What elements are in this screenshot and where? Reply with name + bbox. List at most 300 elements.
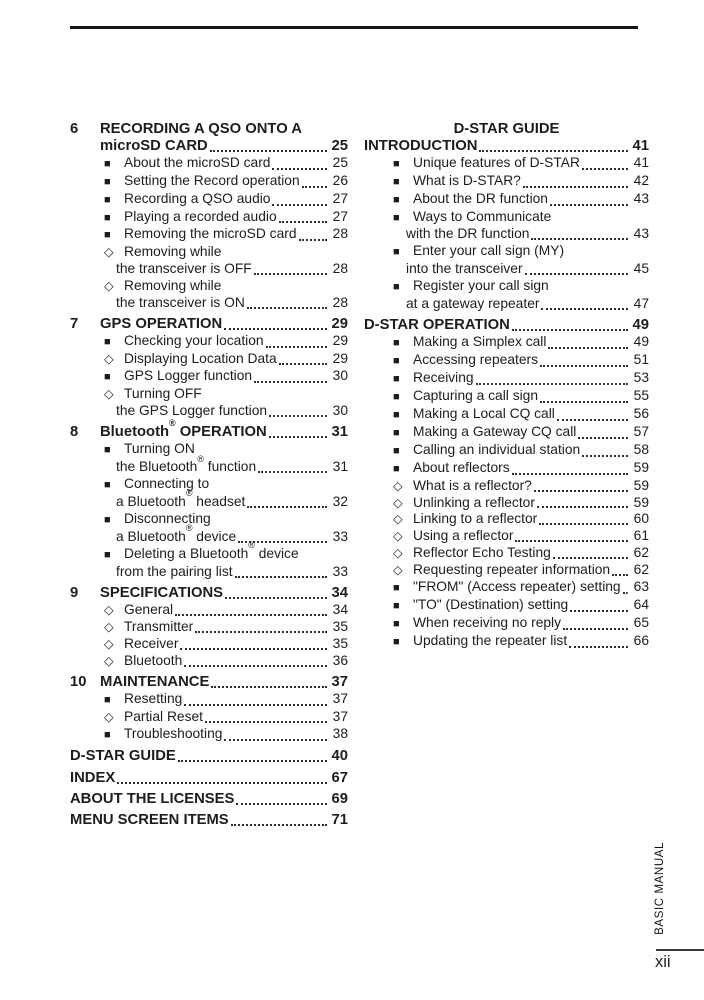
page-ref: 41 (632, 137, 649, 154)
square-bullet-icon: ■ (393, 462, 400, 475)
dot-leader (254, 381, 327, 383)
square-bullet-icon: ■ (104, 157, 111, 170)
toc-entry (70, 261, 348, 278)
toc-entry (364, 460, 649, 478)
dot-leader (557, 419, 628, 421)
page-number: xii (655, 953, 671, 971)
toc-entry-label: GPS Logger function (124, 368, 253, 384)
square-bullet-icon: ■ (393, 444, 400, 457)
registered-mark: ® (197, 453, 204, 464)
toc-entry (364, 155, 649, 173)
dot-leader (299, 239, 327, 241)
square-bullet-icon: ■ (393, 246, 400, 259)
toc-entry (364, 173, 649, 191)
toc-entry-label: Connecting to (124, 476, 210, 492)
toc-entry-label: the Bluetooth® function (116, 453, 257, 475)
dot-leader (117, 782, 327, 784)
dot-leader (512, 329, 628, 331)
toc-entry-label: at a gateway repeater (406, 296, 540, 312)
toc-entry-label: General (124, 601, 174, 617)
page-ref: 47 (633, 296, 649, 312)
dot-leader (224, 328, 327, 330)
square-bullet-icon: ■ (104, 175, 111, 188)
page-ref: 25 (331, 137, 348, 154)
diamond-bullet-icon: ◇ (393, 529, 403, 544)
dot-leader (539, 523, 628, 525)
diamond-bullet-icon: ◇ (104, 636, 114, 651)
square-bullet-icon: ■ (104, 211, 111, 224)
toc-entry (70, 602, 348, 619)
toc-entry-label: Transmitter (124, 618, 194, 634)
dot-leader (231, 824, 327, 826)
page-ref: 42 (633, 172, 649, 188)
toc-entry (364, 388, 649, 406)
toc-entry (70, 316, 348, 333)
page-ref: 30 (332, 403, 348, 418)
toc-entry (70, 441, 348, 459)
page-ref: 64 (633, 596, 649, 612)
page-ref: 59 (633, 477, 649, 493)
toc-entry-label: What is a reflector? (413, 477, 532, 493)
toc-entry-label: Playing a recorded audio (124, 208, 277, 224)
dot-leader (247, 307, 327, 309)
toc-entry (70, 511, 348, 529)
dot-leader (205, 721, 327, 723)
toc-entry (70, 209, 348, 227)
square-bullet-icon: ■ (393, 635, 400, 648)
page-ref: 33 (332, 528, 348, 544)
dot-leader (225, 597, 327, 599)
dot-leader (254, 273, 327, 275)
square-bullet-icon: ■ (104, 479, 111, 492)
page-ref: 26 (332, 172, 348, 188)
toc-entry-label: MENU SCREEN ITEMS (70, 812, 229, 829)
toc-entry (364, 317, 649, 334)
toc-entry-label: "TO" (Destination) setting (413, 596, 569, 612)
toc-entry (70, 726, 348, 744)
toc-entry-label: MAINTENANCE (100, 674, 210, 691)
dot-leader (582, 168, 628, 170)
page-ref: 55 (633, 388, 649, 404)
section-number: 7 (70, 316, 79, 333)
dot-leader (178, 760, 327, 762)
toc-entry-label: RECORDING A QSO ONTO A (100, 121, 302, 137)
toc-entry-label: About the DR function (413, 190, 548, 206)
page-ref: 37 (332, 708, 348, 724)
dot-leader (540, 401, 628, 403)
dot-leader (550, 204, 628, 206)
toc-entry-label: Setting the Record operation (124, 172, 300, 188)
toc-entry (70, 476, 348, 494)
dot-leader (279, 221, 327, 223)
toc-entry (70, 155, 348, 173)
toc-entry (70, 368, 348, 386)
toc-entry-label: Receiver (124, 635, 179, 651)
toc-entry-label: microSD CARD (100, 137, 208, 154)
toc-entry (70, 295, 348, 312)
page-ref: 41 (633, 154, 649, 170)
diamond-bullet-icon: ◇ (393, 478, 403, 493)
page-ref: 27 (332, 208, 348, 224)
page-ref: 31 (332, 459, 348, 475)
toc-entry-label: the transceiver is OFF (116, 261, 252, 277)
toc-entry-label: Troubleshooting (124, 725, 223, 741)
page-ref: 43 (633, 226, 649, 242)
diamond-bullet-icon: ◇ (104, 279, 114, 294)
square-bullet-icon: ■ (104, 513, 111, 526)
page-ref: 33 (332, 563, 348, 579)
toc-entry (364, 243, 649, 261)
toc-entry-label: the GPS Logger function (116, 403, 268, 418)
toc-entry (364, 545, 649, 562)
page-ref: 57 (633, 423, 649, 439)
toc-entry-label: D-STAR GUIDE (453, 121, 560, 137)
dot-leader (266, 346, 327, 348)
toc-entry (364, 528, 649, 545)
toc-entry (70, 585, 348, 602)
toc-entry-label: D-STAR OPERATION (364, 317, 510, 334)
dot-leader (224, 739, 327, 741)
section-number: 6 (70, 121, 79, 137)
page-ref: 35 (332, 635, 348, 651)
toc-entry-label: Ways to Communicate (413, 208, 552, 224)
toc-right-column (364, 121, 649, 651)
diamond-bullet-icon: ◇ (393, 512, 403, 527)
dot-leader (612, 574, 628, 576)
toc-entry-label: the transceiver is ON (116, 295, 245, 311)
diamond-bullet-icon: ◇ (393, 495, 403, 510)
section-number: 8 (70, 424, 79, 441)
dot-leader (523, 186, 628, 188)
toc-entry (70, 812, 348, 829)
toc-entry (70, 351, 348, 368)
page-ref: 66 (633, 632, 649, 648)
page-ref: 31 (331, 424, 348, 441)
toc-entry (70, 691, 348, 709)
diamond-bullet-icon: ◇ (393, 563, 403, 578)
square-bullet-icon: ■ (104, 336, 111, 349)
dot-leader (553, 557, 628, 559)
toc-entry-label: Updating the repeater list (413, 632, 568, 648)
toc-entry-label: About the microSD card (124, 154, 271, 170)
toc-entry-label: Receiving (413, 370, 474, 386)
page-ref: 45 (633, 261, 649, 277)
dot-leader (302, 186, 327, 188)
square-bullet-icon: ■ (393, 193, 400, 206)
page-ref: 38 (332, 725, 348, 741)
registered-mark: ® (169, 418, 176, 429)
toc-entry-label: Requesting repeater information (413, 562, 611, 578)
toc-entry (70, 619, 348, 636)
page-ref: 69 (331, 791, 348, 808)
toc-entry-label: D-STAR GUIDE (70, 748, 176, 765)
toc-entry (364, 424, 649, 442)
toc-entry (70, 138, 348, 155)
toc-entry (70, 540, 348, 564)
toc-entry (364, 442, 649, 460)
diamond-bullet-icon: ◇ (104, 352, 114, 367)
toc-entry (70, 636, 348, 653)
toc-entry-label: Accessing repeaters (413, 352, 539, 368)
square-bullet-icon: ■ (104, 229, 111, 242)
toc-entry (70, 791, 348, 808)
toc-entry-label: What is D-STAR? (413, 172, 521, 188)
toc-entry (364, 597, 649, 615)
toc-entry (364, 138, 649, 155)
column-heading (364, 121, 649, 138)
toc-entry-label: Recording a QSO audio (124, 190, 271, 206)
registered-mark: ® (185, 488, 193, 499)
toc-entry (364, 478, 649, 495)
dot-leader (247, 506, 327, 508)
toc-entry-label: Register your call sign (413, 278, 549, 294)
dot-leader (569, 646, 628, 648)
toc-entry (70, 674, 348, 691)
dot-leader (563, 628, 628, 630)
toc-entry-label: When receiving no reply (413, 614, 562, 630)
square-bullet-icon: ■ (393, 391, 400, 404)
dot-leader (269, 415, 327, 417)
dot-leader (512, 473, 628, 475)
toc-entry (70, 418, 348, 441)
dot-leader (279, 363, 327, 365)
toc-entry-label: Calling an individual station (413, 441, 581, 457)
page-ref: 29 (331, 316, 348, 333)
page-ref: 25 (332, 154, 348, 170)
dot-leader (540, 365, 628, 367)
square-bullet-icon: ■ (393, 373, 400, 386)
square-bullet-icon: ■ (393, 281, 400, 294)
diamond-bullet-icon: ◇ (104, 709, 114, 724)
toc-entry-label: Removing while (124, 278, 222, 294)
page-ref: 43 (633, 190, 649, 206)
diamond-bullet-icon: ◇ (104, 602, 114, 617)
toc-entry-label: Turning OFF (124, 386, 202, 402)
toc-entry-label: Using a reflector (413, 528, 514, 544)
square-bullet-icon: ■ (393, 617, 400, 630)
page-ref: 28 (332, 295, 348, 311)
toc-entry-label: Checking your location (124, 333, 264, 349)
dot-leader (537, 506, 628, 508)
page-ref: 34 (332, 601, 348, 617)
toc-entry-label: a Bluetooth® device (116, 523, 237, 544)
header-rule (70, 26, 638, 29)
toc-entry-label: Turning ON (124, 441, 195, 457)
square-bullet-icon: ■ (393, 355, 400, 368)
dot-leader (258, 471, 327, 473)
dot-leader (184, 665, 327, 667)
page-ref: 40 (331, 748, 348, 765)
page-ref: 49 (632, 317, 649, 334)
toc-entry (364, 191, 649, 209)
toc-entry (70, 403, 348, 420)
dot-leader (476, 383, 628, 385)
toc-entry-label: from the pairing list (116, 563, 233, 579)
toc-entry (70, 770, 348, 787)
toc-entry-label: Linking to a reflector (413, 511, 538, 527)
toc-entry (364, 352, 649, 370)
page-ref: 27 (332, 190, 348, 206)
section-number: 10 (70, 674, 87, 691)
square-bullet-icon: ■ (104, 444, 111, 457)
toc-entry-label: SPECIFICATIONS (100, 585, 224, 602)
toc-entry (70, 748, 348, 765)
dot-leader (211, 686, 327, 688)
dot-leader (578, 437, 628, 439)
square-bullet-icon: ■ (393, 582, 400, 595)
dot-leader (210, 150, 327, 152)
page-ref: 53 (633, 370, 649, 386)
toc-entry (364, 615, 649, 633)
square-bullet-icon: ■ (393, 211, 400, 224)
toc-entry-label: Partial Reset (124, 708, 203, 724)
dot-leader (531, 238, 628, 240)
dot-leader (195, 631, 327, 633)
toc-entry-label: Capturing a call sign (413, 388, 539, 404)
toc-entry (364, 633, 649, 651)
page-ref: 61 (633, 528, 649, 544)
page-ref: 37 (332, 691, 348, 706)
square-bullet-icon: ■ (393, 337, 400, 350)
dot-leader (548, 347, 628, 349)
dot-leader (570, 610, 628, 612)
page-ref: 63 (633, 579, 649, 595)
toc-entry-label: Displaying Location Data (124, 351, 277, 367)
toc-entry (364, 296, 649, 313)
page-ref: 58 (633, 441, 649, 457)
toc-entry-label: a Bluetooth® headset (116, 488, 246, 510)
page-ref: 62 (633, 562, 649, 578)
square-bullet-icon: ■ (104, 548, 111, 561)
square-bullet-icon: ■ (104, 371, 111, 384)
toc-entry-label: GPS OPERATION (100, 316, 223, 333)
toc-entry (364, 406, 649, 424)
dot-leader (184, 704, 327, 706)
page-ref: 51 (633, 352, 649, 368)
toc-entry (70, 226, 348, 244)
dot-leader (582, 455, 628, 457)
toc-entry-label: About reflectors (413, 459, 510, 475)
diamond-bullet-icon: ◇ (104, 653, 114, 668)
dot-leader (235, 576, 327, 578)
page-ref: 29 (332, 333, 348, 349)
toc-left-column (70, 121, 348, 829)
toc-entry-label: Making a Gateway CQ call (413, 423, 577, 439)
page-ref: 59 (633, 459, 649, 475)
dot-leader (515, 540, 628, 542)
page-ref: 36 (332, 652, 348, 668)
toc-entry (70, 523, 348, 546)
toc-entry (364, 579, 649, 597)
diamond-bullet-icon: ◇ (104, 245, 114, 260)
dot-leader (525, 273, 628, 275)
toc-entry-label: Reflector Echo Testing (413, 545, 551, 561)
toc-entry (70, 121, 348, 138)
toc-entry (364, 334, 649, 352)
page-ref: 62 (633, 545, 649, 561)
toc-entry-label: Disconnecting (124, 510, 211, 526)
square-bullet-icon: ■ (393, 409, 400, 421)
footer-rule (656, 949, 704, 951)
dot-leader (479, 150, 628, 152)
toc-entry (70, 386, 348, 403)
square-bullet-icon: ■ (393, 157, 400, 170)
toc-entry-label: Deleting a Bluetooth® device (124, 540, 299, 561)
toc-entry-label: Resetting (124, 691, 183, 706)
toc-entry (364, 495, 649, 512)
page-ref: 59 (633, 494, 649, 510)
toc-entry (70, 278, 348, 295)
page-ref: 65 (633, 614, 649, 630)
toc-entry-label: "FROM" (Access repeater) setting (413, 579, 621, 595)
toc-entry (70, 173, 348, 191)
toc-entry (364, 261, 649, 278)
toc-entry (70, 564, 348, 581)
toc-entry (364, 278, 649, 296)
registered-mark: ® (248, 540, 255, 551)
toc-entry (70, 191, 348, 209)
toc-entry (70, 488, 348, 511)
page-ref: 30 (332, 368, 348, 384)
section-number: 9 (70, 585, 79, 602)
toc-entry-label: Unique features of D-STAR (413, 154, 580, 170)
toc-entry-label: into the transceiver (406, 261, 523, 277)
page-ref: 60 (633, 511, 649, 527)
square-bullet-icon: ■ (393, 426, 400, 439)
toc-entry-label: Enter your call sign (MY) (413, 243, 565, 259)
page-ref: 67 (331, 769, 348, 786)
dot-leader (269, 436, 327, 438)
toc-entry (70, 653, 348, 670)
dot-leader (175, 614, 327, 616)
dot-leader (623, 592, 628, 594)
toc-entry-label: INTRODUCTION (364, 137, 478, 154)
toc-entry-label: Making a Simplex call (413, 334, 547, 350)
page-ref: 32 (332, 494, 348, 510)
square-bullet-icon: ■ (104, 193, 111, 206)
toc-entry-label: Making a Local CQ call (413, 406, 555, 421)
dot-leader (272, 168, 327, 170)
toc-entry-label: with the DR function (406, 226, 530, 242)
dot-leader (180, 648, 327, 650)
toc-entry (70, 453, 348, 476)
toc-entry-label: Removing while (124, 244, 222, 260)
toc-entry (364, 209, 649, 227)
dot-leader (541, 308, 628, 310)
page-ref: 56 (633, 406, 649, 421)
toc-entry (364, 370, 649, 388)
page-ref: 35 (332, 618, 348, 634)
diamond-bullet-icon: ◇ (104, 619, 114, 634)
page-ref: 71 (331, 812, 348, 829)
dot-leader (534, 490, 628, 492)
toc-entry (70, 333, 348, 351)
dot-leader (272, 204, 327, 206)
toc-entry (364, 562, 649, 579)
square-bullet-icon: ■ (104, 728, 111, 741)
toc-entry (364, 511, 649, 528)
side-tab-label: BASIC MANUAL (654, 842, 666, 935)
toc-entry-label: Bluetooth® OPERATION (100, 418, 267, 441)
registered-mark: ® (185, 523, 193, 534)
toc-entry-label: Bluetooth (124, 652, 183, 668)
toc-entry (70, 244, 348, 261)
page-ref: 28 (332, 261, 348, 277)
square-bullet-icon: ■ (393, 599, 400, 612)
toc-entry-label: Removing the microSD card (124, 226, 297, 242)
diamond-bullet-icon: ◇ (393, 546, 403, 561)
toc-entry-label: ABOUT THE LICENSES (70, 791, 235, 808)
